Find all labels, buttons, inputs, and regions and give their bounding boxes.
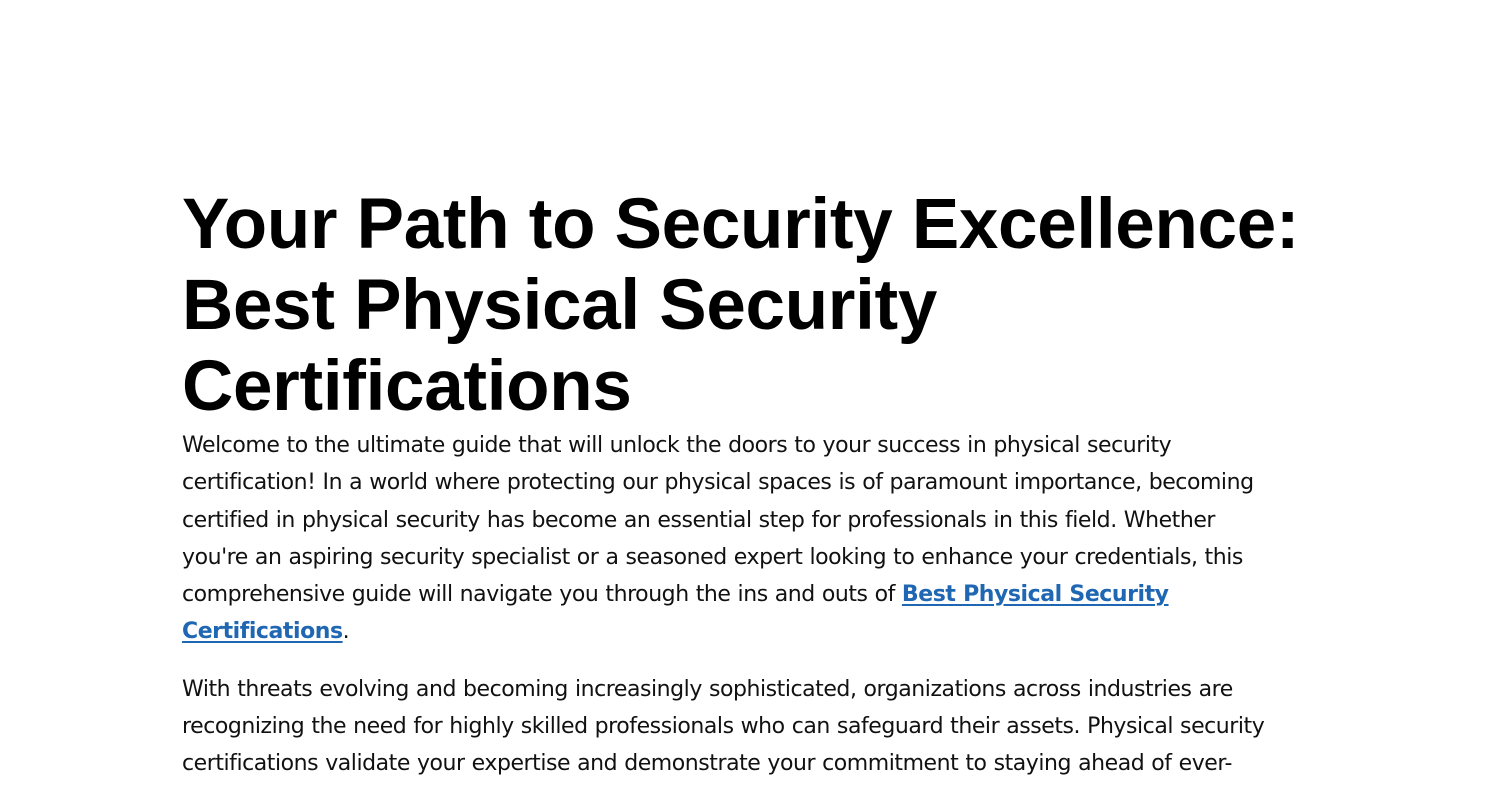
certifications-link-text-1: Best Physical Security [901,582,1169,608]
threats-line-3: certifications validate your expertise and demonstrate your commitment to staying ahead of ever- [182,751,1233,777]
document-content [182,184,1322,783]
certifications-link-text-2: Certifications [182,619,343,645]
title-line-1: Your Path to Security Excellence: [182,185,1300,264]
intro-period: . [342,619,350,645]
intro-line-3: certified in physical security has become an essential step for professionals in this field. Whether [182,507,1216,533]
intro-line-5: comprehensive guide will navigate you through the ins and outs of [182,582,902,608]
intro-line-2: certification! In a world where protecting our physical spaces is of paramount importance, becoming [182,470,1254,496]
threats-paragraph [182,671,1322,783]
document-title [182,184,1322,427]
threats-line-2: recognizing the need for highly skilled professionals who can safeguard their assets. Physical security [182,714,1265,740]
intro-line-1: Welcome to the ultimate guide that will unlock the doors to your success in physical security [182,433,1172,458]
intro-paragraph [182,427,1322,651]
threats-line-1: With threats evolving and becoming increasingly sophisticated, organizations across industries are [182,676,1233,702]
intro-line-4: you're an aspiring security specialist or a seasoned expert looking to enhance your credentials, this [182,544,1243,570]
title-line-2: Best Physical Security [182,266,938,345]
title-line-3: Certifications [182,347,632,426]
